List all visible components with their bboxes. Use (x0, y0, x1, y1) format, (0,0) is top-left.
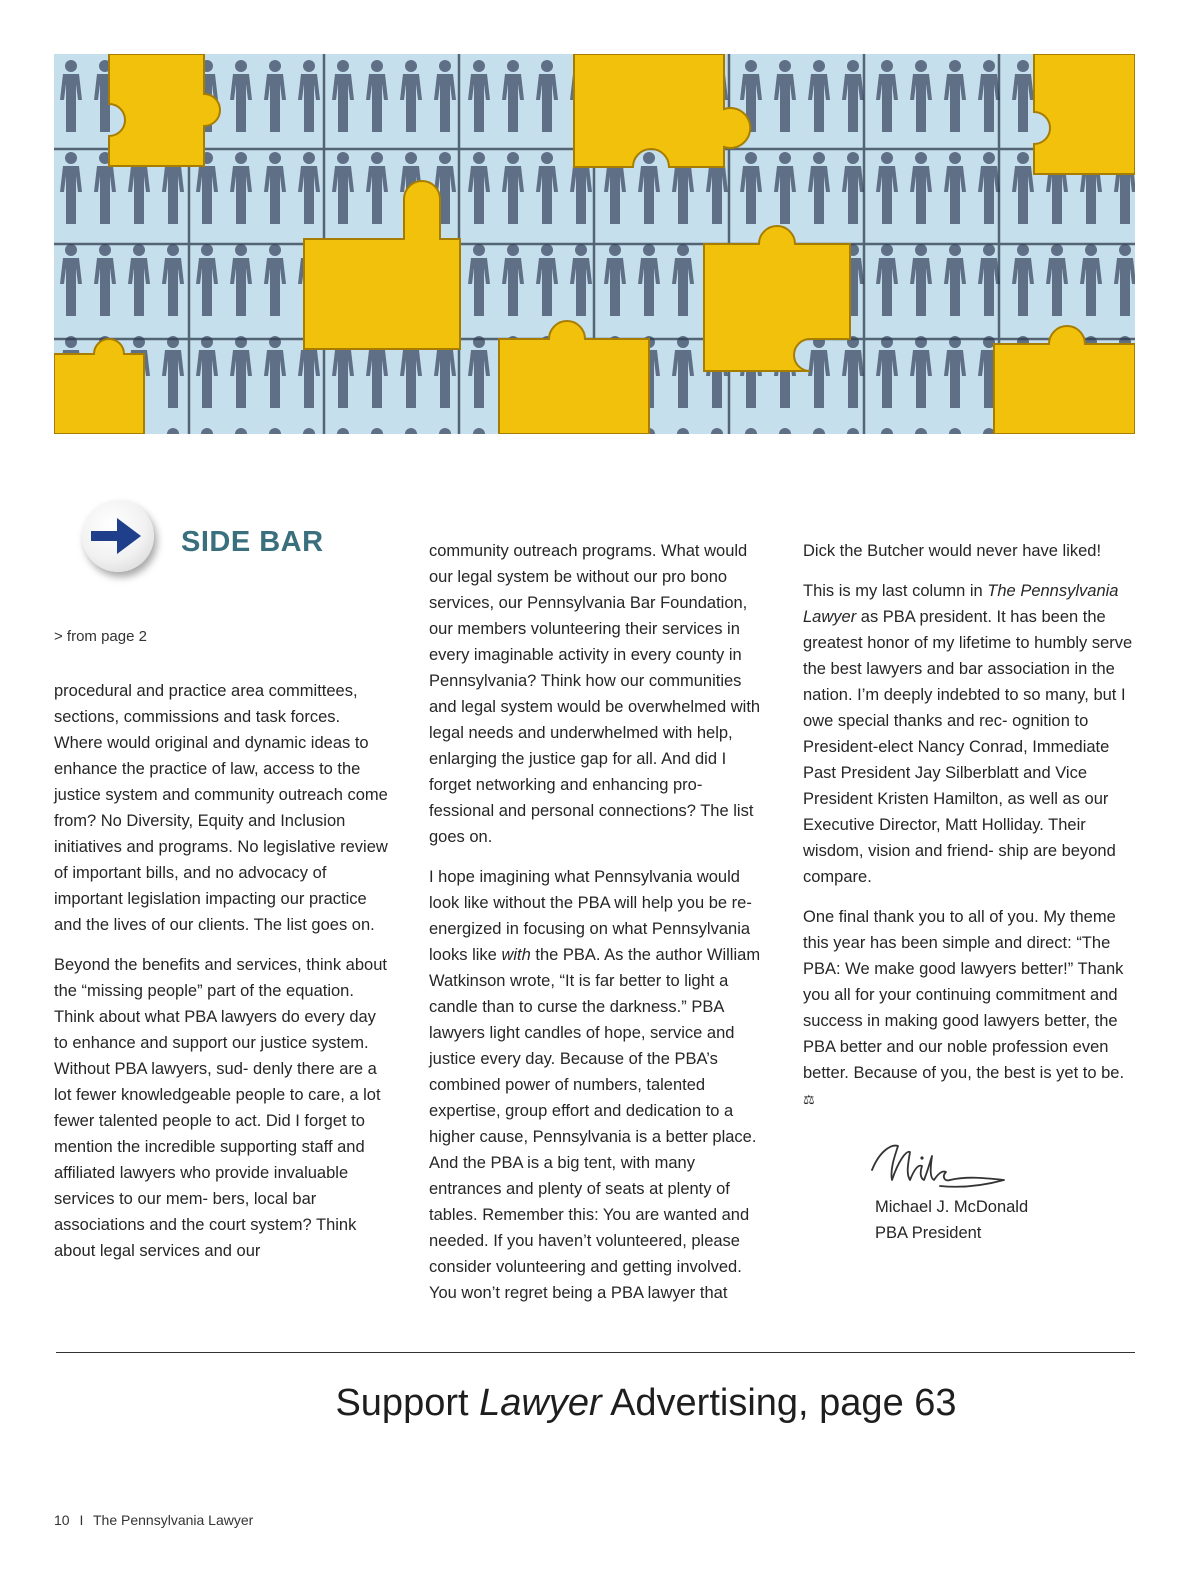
footer-separator: I (79, 1512, 84, 1528)
arrow-right-icon (82, 500, 154, 572)
banner-image (54, 54, 1135, 434)
signature-block (870, 1136, 1100, 1246)
body-paragraph: procedural and practice area committees, sections, commissions and task forces. Where would original and dynamic ideas to enhance the practice of law, access to the justice system and community outreach come from? No Diversity, Equity and Inclusion initiatives and programs. No legislative review of important bills, and no advocacy of important legislation impacting our practice and the lives of our clients. The list goes on. (54, 682, 388, 934)
divider (56, 1352, 1135, 1353)
end-mark-icon: ⚖ (803, 1092, 815, 1107)
column-3 (803, 538, 1137, 1127)
body-paragraph: One final thank you to all of you. My theme this year has been simple and direct: “The PBA: We make good lawyers better!” Thank you all for your continuing commitment and success in making good lawyers better, the PBA better and our noble profession even better. Because of you, the best is yet to be. ⚖ (803, 908, 1125, 1107)
signature-image (870, 1136, 1010, 1194)
column-2 (429, 538, 769, 1320)
page-footer (54, 1512, 253, 1528)
body-paragraph: This is my last column in The Pennsylvania Lawyer as PBA president. It has been the greatest honor of my lifetime to humbly serve the best lawyers and bar association in the nation. I’m deeply indebted to so many, but I owe special thanks and rec- ognition to President-elect Nancy Conrad, Immediate Past President Jay Silberblatt and Vice President Kristen Hamilton, as well as our Executive Director, Matt Holliday. Their wisdom, vision and friend- ship are beyond compare. (803, 582, 1133, 886)
column-1 (54, 678, 389, 1278)
page-number: 10 (54, 1512, 70, 1528)
signer-title: PBA President (875, 1224, 982, 1242)
body-paragraph: community outreach programs. What would our legal system be without our pro bono services, our Pennsylvania Bar Foundation, our members volunteering their services in every imaginable activity in every county in Pennsylvania? Think how our communities and legal system would be overwhelmed with legal needs and underwhelmed with help, enlarging the justice gap for all. And did I forget networking and enhancing pro- fessional and personal connections? The list goes on. (429, 542, 761, 846)
puzzle-people-image (54, 54, 1135, 434)
body-paragraph: Beyond the benefits and services, think about the “missing people” part of the equation. Think about what PBA lawyers do every day to enhance and support our justice system. Without PBA lawyers, sud- denly there are a lot fewer knowledgeable people to care, a lot fewer talented people to act. Did I forget to mention the incredible supporting staff and affiliated lawyers who provide invaluable services to our mem- bers, local bar associations and the court system? Think about legal services and our (54, 956, 387, 1260)
signer-name: Michael J. McDonald (875, 1198, 1029, 1216)
advertising-notice: Support Lawyer Advertising, page 63 (335, 1382, 957, 1424)
body-paragraph: I hope imagining what Pennsylvania would look like without the PBA will help you be re-energized in focusing on what Pennsylvania looks like with the PBA. As the author William Watkinson wrote, “It is far better to light a candle than to curse the darkness.” PBA lawyers light candles of hope, service and justice every day. Because of the PBA’s combined power of numbers, talented expertise, group effort and dedication to a higher cause, Pennsylvania is a better place. And the PBA is a big tent, with many entrances and plenty of seats at plenty of tables. Remember this: You are wanted and needed. If you haven’t volunteered, please consider volunteering and getting involved. You won’t regret being a PBA lawyer that (429, 868, 761, 1302)
section-title: SIDE BAR (181, 526, 324, 558)
continued-from-label: > from page 2 (54, 628, 147, 645)
publication-name: The Pennsylvania Lawyer (93, 1512, 254, 1528)
body-paragraph: Dick the Butcher would never have liked! (803, 542, 1102, 560)
